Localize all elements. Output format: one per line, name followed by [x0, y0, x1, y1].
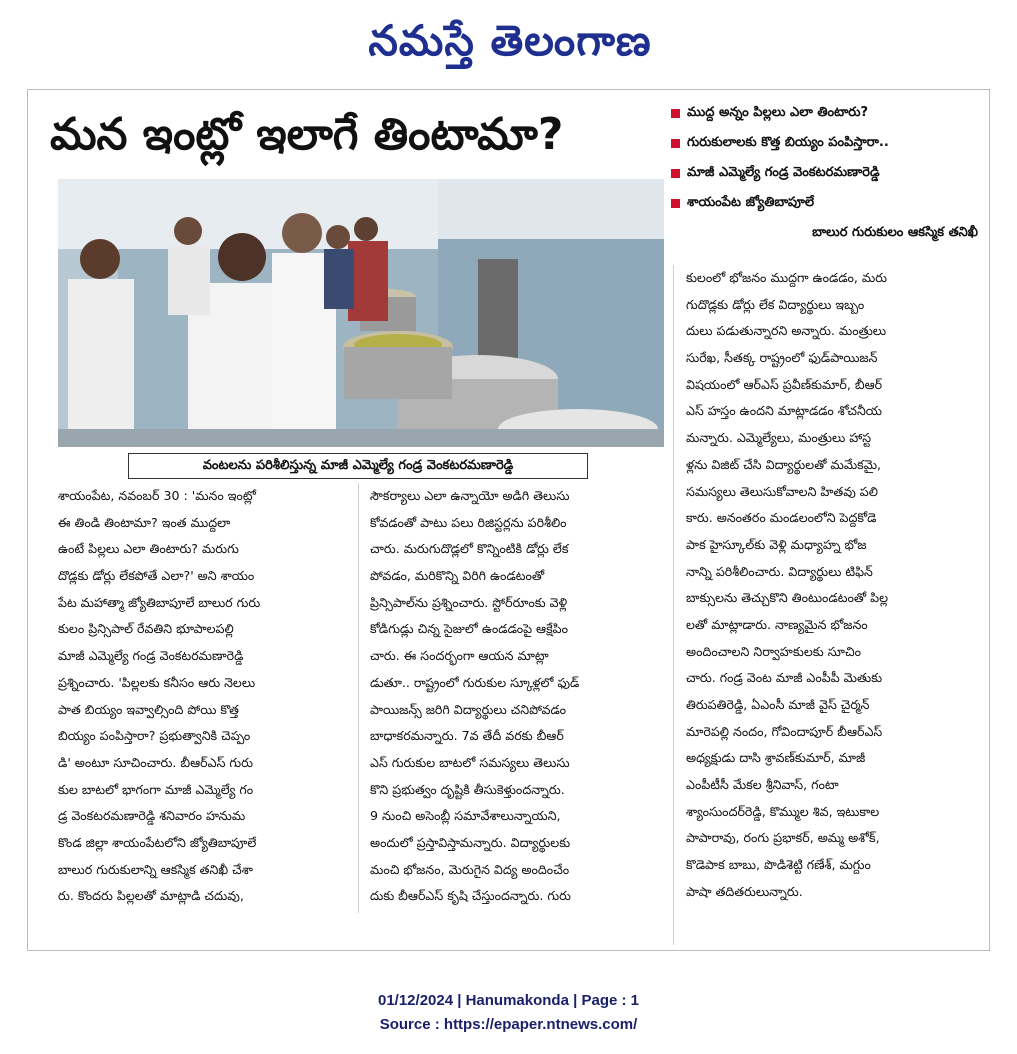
text-line: ఉంటే పిల్లలు ఎలా తింటారు? మరుగు [58, 541, 239, 557]
text-line: మారెపల్లి నందం, గోవిందాపూర్ బీఆర్ఎస్ [686, 723, 883, 739]
text-line: ఎస్ హస్తం ఉందని మాట్లాడడం శోచనీయ [686, 403, 883, 419]
text-line: ప్రిన్సిపాల్‌ను ప్రశ్నించారు. స్టోర్‌రూంకు వెళ్లి [370, 594, 568, 610]
text-line: పాయిజన్స్ జరిగి విద్యార్థులు చనిపోవడం [370, 701, 566, 717]
text-line: గుదొడ్లకు డోర్లు లేక విద్యార్థులు ఇబ్బం [686, 296, 865, 312]
text-line: కొని ప్రభుత్వం దృష్టికి తీసుకెళ్తుందన్నారు. [370, 781, 565, 797]
bullet-item: గురుకులాలకు కొత్త బియ్యం పంపిస్తారా.. [671, 128, 986, 158]
newspaper-masthead: నమస్తే తెలంగాణ [368, 16, 652, 65]
text-line: అందించాలని నిర్వాహకులకు సూచిం [686, 643, 861, 659]
text-line: అధ్యక్షుడు దాసి శ్రావణ్‌కుమార్, మాజీ [686, 750, 866, 766]
text-line: కారు. అనంతరం మండలంలోని పెద్దకోడె [686, 510, 877, 526]
text-line: మాజీ ఎమ్మెల్యే గండ్ర వెంకటరమణారెడ్డి [58, 648, 244, 664]
text-line: నాన్ని పరిశీలించారు. విద్యార్థులు టిఫిన్ [686, 563, 873, 579]
kitchen-inspection-photo [58, 179, 664, 447]
text-line: శ్యాంసుందర్‌రెడ్డి, కొమ్ముల శివ, ఇటుకాల [686, 803, 880, 819]
text-line: చారు. మరుగుదొడ్లలో కొన్నింటికి డోర్లు లేక [370, 541, 569, 557]
text-line: సౌకర్యాలు ఎలా ఉన్నాయో అడిగి తెలుసు [370, 488, 570, 503]
text-line: కోవడంతో పాటు పలు రిజిస్టర్లను పరిశీలిం [370, 514, 567, 530]
red-square-icon [671, 139, 680, 148]
text-line: మన్నారు. ఎమ్మెల్యేలు, మంత్రులు హాస్ట [686, 430, 872, 446]
red-square-icon [671, 199, 680, 208]
text-line: దొడ్లకు డోర్లు లేకపోతే ఎలా?' అని శాయం [58, 568, 255, 584]
text-line: బాక్సులను తెచ్చుకొని తింటుండటంతో పిల్ల [686, 590, 889, 606]
text-line: డ్ర వెంకటరమణారెడ్డి శనివారం హనుమ [58, 808, 246, 824]
text-line: పోవడం, మరికొన్ని విరిగి ఉండటంతో [370, 568, 545, 584]
text-line: దులు పడుతున్నారని అన్నారు. మంత్రులు [686, 323, 887, 339]
text-line: కులం ప్రిన్సిపాల్ రేవతిని భూపాలపల్లి [58, 621, 234, 637]
bullet-item: మాజీ ఎమ్మెల్యే గండ్ర వెంకటరమణారెడ్డి [671, 158, 986, 188]
text-line: ఎంపీటీసీ మేకల శ్రీనివాస్, గంటా [686, 777, 839, 793]
text-line: ప్రశ్నించారు. 'పిల్లలకు కనీసం ఆరు నెలలు [58, 674, 256, 690]
text-line: బాధాకరమన్నారు. 7వ తేదీ వరకు బీఆర్ [370, 728, 564, 744]
column-divider [673, 265, 674, 945]
text-line: పాషా తదితరులున్నారు. [686, 883, 803, 899]
red-square-icon [671, 169, 680, 178]
article-column-2 [370, 483, 662, 943]
text-line: సురేఖ, సీతక్క రాష్ట్రంలో ఫుడ్‌పాయిజన్ [686, 350, 878, 366]
text-line: కొండ జిల్లా శాయంపేటలోని జ్యోతిబాపూలే [58, 834, 257, 850]
text-line: డుతూ.. రాష్ట్రంలో గురుకుల స్కూళ్లలో ఫుడ్ [370, 674, 580, 690]
footer-date-edition: 01/12/2024 | Hanumakonda | Page : 1 [377, 992, 639, 1009]
text-line: పాపారావు, రంగు ప్రభాకర్, అమ్మ అశోక్, [686, 830, 880, 846]
text-line: పేట మహాత్మా జ్యోతిబాపూలే బాలుర గురు [58, 594, 261, 610]
text-line: మంచి భోజనం, మెరుగైన విద్య అందించేం [370, 861, 570, 877]
text-line: బియ్యం పంపిస్తారా? ప్రభుత్వానికి చెప్పం [58, 728, 251, 744]
article-column-1 [58, 483, 350, 943]
text-line: శాయంపేట, నవంబర్ 30 : 'మనం ఇంట్లో [58, 488, 256, 503]
column-divider [358, 483, 359, 913]
headline-bullets [671, 98, 986, 248]
text-line: పాక హైస్కూల్‌కు వెళ్లి మధ్యాహ్న భోజ [686, 536, 867, 552]
text-line: సమస్యలు తెలుసుకోవాలని హితవు పలి [686, 483, 878, 499]
text-line: రు. కొందరు పిల్లలతో మాట్లాడి చదువు, [58, 888, 244, 904]
article-headline: మన ఇంట్లో ఇలాగే తింటామా? [50, 109, 564, 160]
text-line: చారు. ఈ సందర్భంగా ఆయన మాట్లా [370, 648, 549, 664]
text-line: అందులో ప్రస్తావిస్తామన్నారు. విద్యార్థులకు [370, 834, 571, 850]
text-line: ళ్లను విజిట్ చేసి విద్యార్థులతో మమేకమై, [686, 456, 882, 472]
text-line: చారు. గండ్ర వెంట మాజీ ఎంపీపీ మెతుకు [686, 670, 883, 686]
text-line: కొడెపాక బాబు, పొడిశెట్టి గణేశ్, మగ్దుం [686, 857, 871, 873]
text-line: లతో మాట్లాడారు. నాణ్యమైన భోజనం [686, 616, 868, 632]
news-clipping [27, 89, 990, 951]
text-line: ఎస్ గురుకుల బాటలో సమస్యలు తెలుసు [370, 754, 570, 770]
text-line: 9 నుంచి అసెంబ్లీ సమావేశాలున్నాయని, [370, 808, 561, 824]
bullet-item: శాయంపేట జ్యోతిబాపూలే [671, 188, 986, 218]
bullet-item: ముద్ద అన్నం పిల్లలు ఎలా తింటారు? [671, 98, 986, 128]
text-line: కోడిగుడ్లు చిన్న సైజులో ఉండడంపై ఆక్షేపిం [370, 621, 569, 637]
text-line: దుకు బీఆర్ఎస్ కృషి చేస్తుందన్నారు. గురు [370, 888, 571, 904]
text-line: పాత బియ్యం ఇవ్వాల్సింది పోయి కొత్త [58, 701, 239, 717]
article-column-3 [686, 265, 981, 945]
text-line: కులంలో భోజనం ముద్దగా ఉండడం, మరు [686, 270, 888, 285]
photo-caption: వంటలను పరిశీలిస్తున్న మాజీ ఎమ్మెల్యే గండ్ర వెంకటరమణారెడ్డి [128, 453, 588, 479]
text-line: విషయంలో ఆర్ఎస్ ప్రవీణ్‌కుమార్, బీఆర్ [686, 376, 883, 392]
text-line: ఈ తిండి తింటామా? ఇంత ముద్దలా [58, 514, 231, 530]
footer-source: Source : https://epaper.ntnews.com/ [379, 1016, 638, 1033]
bullet-item-continuation: బాలుర గురుకులం ఆకస్మిక తనిఖీ [812, 225, 978, 240]
text-line: బాలుర గురుకులాన్ని ఆకస్మిక తనిఖీ చేశా [58, 861, 253, 877]
red-square-icon [671, 109, 680, 118]
text-line: డి' అంటూ సూచించారు. బీఆర్ఎస్ గురు [58, 754, 253, 770]
text-line: తిరుపతిరెడ్డి, ఏఎంసీ మాజీ వైస్ చైర్మన్ [686, 697, 870, 712]
text-line: కుల బాటలో భాగంగా మాజీ ఎమ్మెల్యే గం [58, 781, 254, 797]
